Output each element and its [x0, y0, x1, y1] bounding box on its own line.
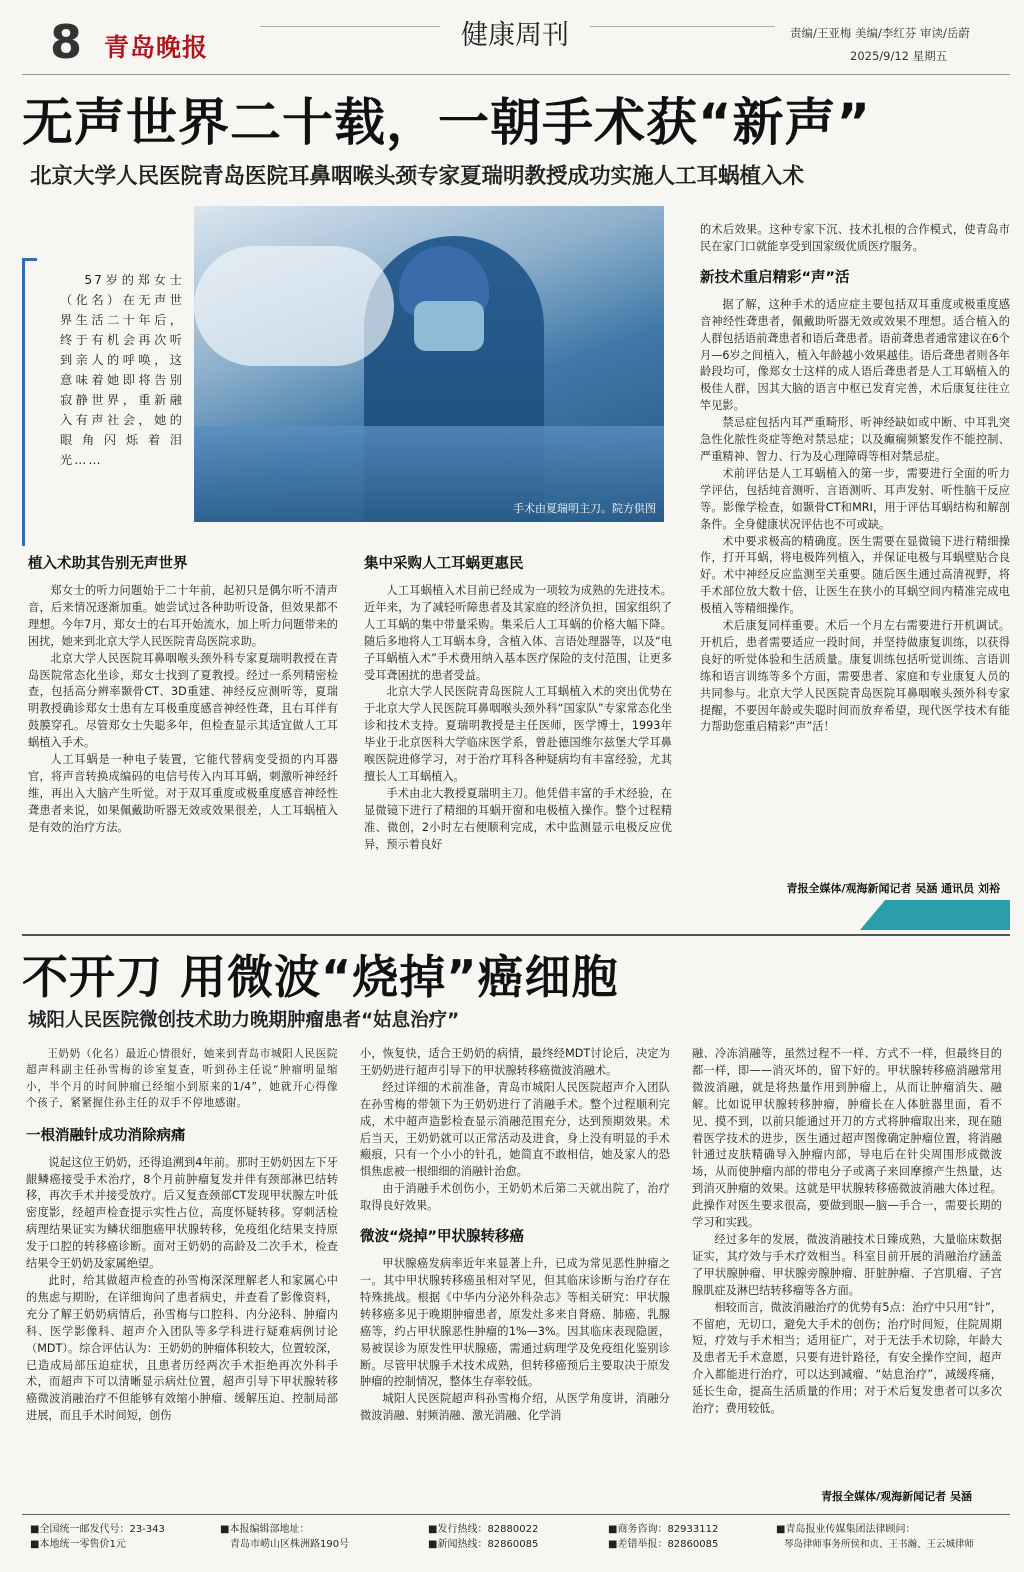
corner-accent — [860, 900, 1010, 930]
article2-lead: 王奶奶（化名）最近心情很好，她来到青岛市城阳人民医院超声科副主任孙雪梅的诊室复查，听到孙主任说“肿瘤明显缩小，半个月的时间肿瘤已经缩小到原来的1/4”，她就开心得像个孩子，紧紧握住孙主任的双手不停地感谢。 — [26, 1048, 338, 1110]
paragraph: 经过详细的术前准备，青岛市城阳人民医院超声介入团队在孙雪梅的带领下为王奶奶进行了消融手术。整个过程顺利完成，术中超声造影检查显示消融范围充分，达到预期效果。术后当天，王奶奶就可以正常活动及进食，身上没有明显的手术瘢痕，只有一个小小的针孔，她简直不敢相信，她及家人的恐惧焦虑被一根细细的消融针治愈。 — [360, 1080, 670, 1179]
article1-col3 — [700, 222, 1010, 878]
section-title: 健康周刊 — [461, 20, 569, 51]
article1-col2 — [364, 552, 672, 892]
footer-address — [220, 1522, 420, 1552]
article2-section1-title: 一根消融针成功消除病痛 — [26, 1127, 186, 1144]
footer-rule — [22, 1514, 1010, 1515]
paragraph: 融、冷冻消融等，虽然过程不一样、方式不一样，但最终目的都一样，即——消灭坏的，留下好的。甲状腺转移癌消融常用微波消融，就是将热量作用到肿瘤上，从而让肿瘤消失、融解。比如说甲状腺转移肿瘤，肿瘤长在人体脏器里面，看不见、摸不到，以前只能通过开刀的方式将肿瘤取出来，现在随着医学技术的进步，医生通过超声图像确定肿瘤位置，将消融针通过皮肤精确导入肿瘤内部，导电后在针尖周围形成微波场，从而使肿瘤内部的带电分子或离子来回摩擦产生热量，达到消灭肿瘤的效果。这就是甲状腺转移癌微波消融大体过程。此操作对医生要求很高，要做到眼—脑—手合一，需要长期的学习和实践。 — [692, 1047, 1002, 1230]
lead-frame — [22, 258, 37, 546]
article1-byline: 青报全媒体/观海新闻记者 吴涵 通讯员 刘裕 — [786, 882, 1000, 895]
footer-text: ■本报编辑部地址： — [220, 1524, 310, 1535]
article1-section2-title: 集中采购人工耳蜗更惠民 — [364, 556, 524, 572]
article2-col1 — [26, 1046, 338, 1508]
article2-col3 — [692, 1046, 1002, 1486]
paragraph: 禁忌症包括内耳严重畸形、听神经缺如或中断、中耳乳突急性化脓性炎症等绝对禁忌症；以及癫痫频繁发作不能控制、严重精神、智力、行为及心理障碍等相对禁忌症。 — [700, 416, 1010, 463]
paragraph: 北京大学人民医院青岛医院人工耳蜗植入术的突出优势在于北京大学人民医院耳鼻咽喉头颈外科“国家队”专家常态化坐诊和技术支持。夏瑞明教授是主任医师，医学博士，1993年毕业于北京医科大学临床医学系，曾赴德国维尔兹堡大学耳鼻喉医院进修学习，对于治疗耳科各种疑病均有丰富经验，尤其擅长人工耳蜗植入。 — [364, 685, 672, 783]
footer-text: ■差错举报：82860085 — [608, 1539, 719, 1550]
footer-text: ■新闻热线：82860085 — [428, 1539, 539, 1550]
footer-text: 琴岛律师事务所侯和贞、王书瀚、王云城律师 — [784, 1539, 975, 1550]
photo-caption: 手术由夏瑞明主刀。院方供图 — [513, 502, 656, 515]
microscope — [194, 246, 394, 366]
footer-text: ■全国统一邮发代号：23-343 — [30, 1524, 165, 1535]
paragraph: 人工耳蜗是一种电子装置，它能代替病变受损的内耳器官，将声音转换成编码的电信号传入内耳耳蜗，刺激听神经纤维，再出入大脑产生听觉。对于双耳重度或极重度感音神经性聋患者来说，如果佩戴助听器无效或效果很差，人工耳蜗植入是有效的治疗方法。 — [28, 753, 338, 834]
issue-date: 2025/9/12 星期五 — [850, 49, 948, 63]
paragraph: 小，恢复快，适合王奶奶的病情，最终经MDT讨论后，决定为王奶奶进行超声引导下的甲状腺转移癌微波消融术。 — [360, 1047, 670, 1077]
article2-headline: 不开刀 用微波“烧掉”癌细胞 — [22, 950, 619, 1004]
paragraph: 相较而言，微波消融治疗的优势有5点：治疗中只用“针”，不留疤，无切口，避免大手术的创伤；治疗时间短，住院周期短，疗效与手术相当；适用征广，对于无法手术切除，年龄大及患者无手术意愿，只要有进针路径，有安全操作空间，超声介入都能进行治疗，可以达到减瘤、“姑息治疗”，减缓疼痛，延长生命，提高生活质量的作用；对于术后复发患者可以多次治疗；费用较低。 — [692, 1300, 1002, 1416]
masthead-divider-left — [260, 26, 440, 27]
article1-section1-title: 植入术助其告别无声世界 — [28, 556, 188, 572]
paragraph: 术前评估是人工耳蜗植入的第一步，需要进行全面的听力学评估，包括纯音测听、言语测听、耳声发射、听性脑干反应等。影像学检查，如颞骨CT和MRI，用于评估耳蜗结构和解剖条件。全身健康状况评估也不可或缺。 — [700, 466, 1010, 531]
article1-col1 — [28, 552, 338, 892]
paragraph: 术中要求极高的精确度。医生需要在显微镜下进行精细操作，打开耳蜗，将电极阵列植入，并保证电极与耳蜗壁贴合良好。术中神经反应监测至关重要。随后医生通过高清视野，将手术部位放大数十倍，让医生在狭小的耳蜗空间内精准完成电极植入等精细操作。 — [700, 534, 1010, 616]
article2-col2 — [360, 1046, 670, 1508]
footer-text: ■青岛报业传媒集团法律顾问： — [776, 1524, 916, 1535]
paragraph: 的术后效果。这种专家下沉、技术扎根的合作模式，使青岛市民在家门口就能享受到国家级优质医疗服务。 — [700, 223, 1010, 253]
paragraph: 说起这位王奶奶，还得追溯到4年前。那时王奶奶因左下牙龈鳞癌接受手术治疗，8个月前肿瘤复发并伴有颈部淋巴结转移，再次手术并接受放疗。后又复查颈部CT发现甲状腺左叶低密度影，经超声检查提示实性占位，高度怀疑转移。穿刺活检病理结果证实为鳞状细胞癌甲状腺转移，免疫组化结果支持原发于口腔的转移癌诊断。面对王奶奶的高龄及二次手术，检查结果令王奶奶及家属绝望。 — [26, 1155, 338, 1271]
page-number: 8 — [50, 15, 83, 69]
surgery-photo — [194, 206, 664, 522]
footer-text: ■本地统一零售价1元 — [30, 1539, 126, 1550]
face-mask — [414, 301, 484, 351]
editors-line: 责编/王亚梅 美编/李红芬 审读/岳蔚 — [790, 26, 970, 40]
footer-legal — [776, 1522, 1016, 1552]
article1-lead — [60, 270, 184, 470]
article1-subheadline: 北京大学人民医院青岛医院耳鼻咽喉头颈专家夏瑞明教授成功实施人工耳蜗植入术 — [30, 164, 805, 189]
paragraph: 据了解，这种手术的适应症主要包括双耳重度或极重度感音神经性聋患者，佩戴助听器无效或效果不理想。适合植入的人群包括语前聋患者和语后聋患者。语前聋患者通常建议在6个月—6岁之间植入，植入年龄越小效果越佳。语后聋患者则各年龄段均可，像郑女士这样的成人语后聋患者是人工耳蜗植入的极佳人群，因其大脑的语言中枢已发育完善，术后康复往往立竿见影。 — [700, 297, 1010, 413]
masthead-rule — [22, 74, 1010, 75]
lead-text: 57岁的郑女士（化名）在无声世界生活二十年后，终于有机会再次听到亲人的呼唤，这意味着她即将告别寂静世界，重新融入有声社会，她的眼角闪烁着泪光…… — [60, 273, 184, 467]
article2-subheadline: 城阳人民医院微创技术助力晚期肿瘤患者“姑息治疗” — [28, 1010, 460, 1031]
footer-text: 青岛市崂山区株洲路190号 — [230, 1539, 350, 1550]
article2-section2-title: 微波“烧掉”甲状腺转移癌 — [360, 1229, 525, 1246]
footer-postal — [30, 1522, 210, 1552]
footer-text: ■商务咨询：82933112 — [608, 1524, 719, 1535]
article1-headline: 无声世界二十载，一朝手术获“新声” — [22, 94, 872, 153]
footer-text: ■发行热线：82880022 — [428, 1524, 539, 1535]
paragraph: 经过多年的发展，微波消融技术日臻成熟，大量临床数据证实，其疗效与手术疗效相当。科室目前开展的消融治疗涵盖了甲状腺肿瘤、甲状腺旁腺肿瘤、肝脏肿瘤、子宫肌瘤、子宫腺肌症及淋巴结转移瘤等各方面。 — [692, 1232, 1002, 1297]
paragraph: 手术由北大教授夏瑞明主刀。他凭借丰富的手术经验，在显微镜下进行了精细的耳蜗开窗和电极植入操作。整个过程精准、微创，2小时左右便顺利完成，术中监测显示电极反应优异，预示着良好 — [364, 786, 672, 851]
paragraph: 郑女士的听力问题始于二十年前，起初只是偶尔听不清声音，后来情况逐渐加重。她尝试过各种助听设备，但效果都不理想。今年7月，郑女士的右耳开始流水，加上听力问题带来的困扰，她来到北京大学人民医院青岛医院求助。 — [28, 584, 338, 648]
paragraph: 此时，给其做超声检查的孙雪梅深深理解老人和家属心中的焦虑与期盼，在详细询问了患者病史，并查看了影像资料，充分了解王奶奶病情后，孙雪梅与口腔科、内分泌科、肿瘤内科、医学影像科、超声介入团队等多学科进行疑难病例讨论（MDT）。综合评估认为：王奶奶的肿瘤体积较大，位置较深，已造成局部压迫症状，且患者历经两次手术拒绝再次外科手术，而超声下可以清晰显示病灶位置，超声引导下甲状腺转移癌微波消融治疗不但能够有效缩小肿瘤、缓解压迫、控制局部进展，而且手术时间短，创伤 — [26, 1273, 338, 1423]
article2-byline: 青报全媒体/观海新闻记者 吴涵 — [821, 1490, 972, 1503]
paragraph: 甲状腺癌发病率近年来显著上升，已成为常见恶性肿瘤之一。其中甲状腺转移癌虽相对罕见，但其临床诊断与治疗存在特殊挑战。根据《中华内分泌外科杂志》等相关研究：甲状腺转移癌多见于晚期肿瘤患者，原发灶多来自肾癌、肺癌、乳腺癌等，约占甲状腺恶性肿瘤的1%—3%。因其临床表现隐匿，易被误诊为原发性甲状腺癌，需通过病理学及免疫组化鉴别诊断。尽管甲状腺手术技术成熟，但转移癌预后主要取决于原发肿瘤的控制情况，整体生存率较低。 — [360, 1257, 670, 1389]
masthead-divider-right — [590, 26, 775, 27]
paragraph: 术后康复同样重要。术后一个月左右需要进行开机调试。开机后，患者需要适应一段时间，并坚持做康复训练，以获得良好的听觉体验和生活质量。康复训练包括听觉训练、言语训练和语言训练等多个方面，需要患者、家庭和专业康复人员的共同参与。北京大学人民医院青岛医院耳鼻咽喉头颈外科专家提醒，不要因年龄或失聪时间而放弃希望，现代医学技术有能力帮助您重启精彩“声”活！ — [700, 619, 1010, 734]
paragraph: 城阳人民医院超声科孙雪梅介绍，从医学角度讲，消融分微波消融、射频消融、激光消融、化学消 — [360, 1392, 670, 1423]
paragraph: 人工耳蜗植入术目前已经成为一项较为成熟的先进技术。近年来，为了减轻听障患者及其家庭的经济负担，国家组织了人工耳蜗的集中带量采购。集采后人工耳蜗的价格大幅下降。随后多地将人工耳蜗本身，含植入体、言语处理器等，以及“电子耳蜗植入术”手术费用纳入基本医疗保险的支付范围，让更多受耳聋困扰的患者受益。 — [364, 584, 672, 682]
paragraph: 北京大学人民医院耳鼻咽喉头颈外科专家夏瑞明教授在青岛医院常态化坐诊，郑女士找到了夏教授。经过一系列精密检查，包括高分辨率颞骨CT、3D重建、神经反应测听等，夏瑞明教授确诊郑女士患有左耳极重度感音神经性聋，且右耳伴有鼓膜穿孔。尽管郑女士失聪多年，但检查显示其适宜做人工耳蜗植入手术。 — [28, 651, 338, 750]
article-divider — [22, 934, 1010, 936]
paragraph: 由于消融手术创伤小，王奶奶术后第二天就出院了，治疗取得良好效果。 — [360, 1182, 670, 1213]
footer-business — [608, 1522, 768, 1552]
footer-hotlines — [428, 1522, 598, 1552]
article1-section3-title: 新技术重启精彩“声”活 — [700, 269, 850, 286]
paper-logo: 青岛晚报 — [104, 33, 209, 62]
